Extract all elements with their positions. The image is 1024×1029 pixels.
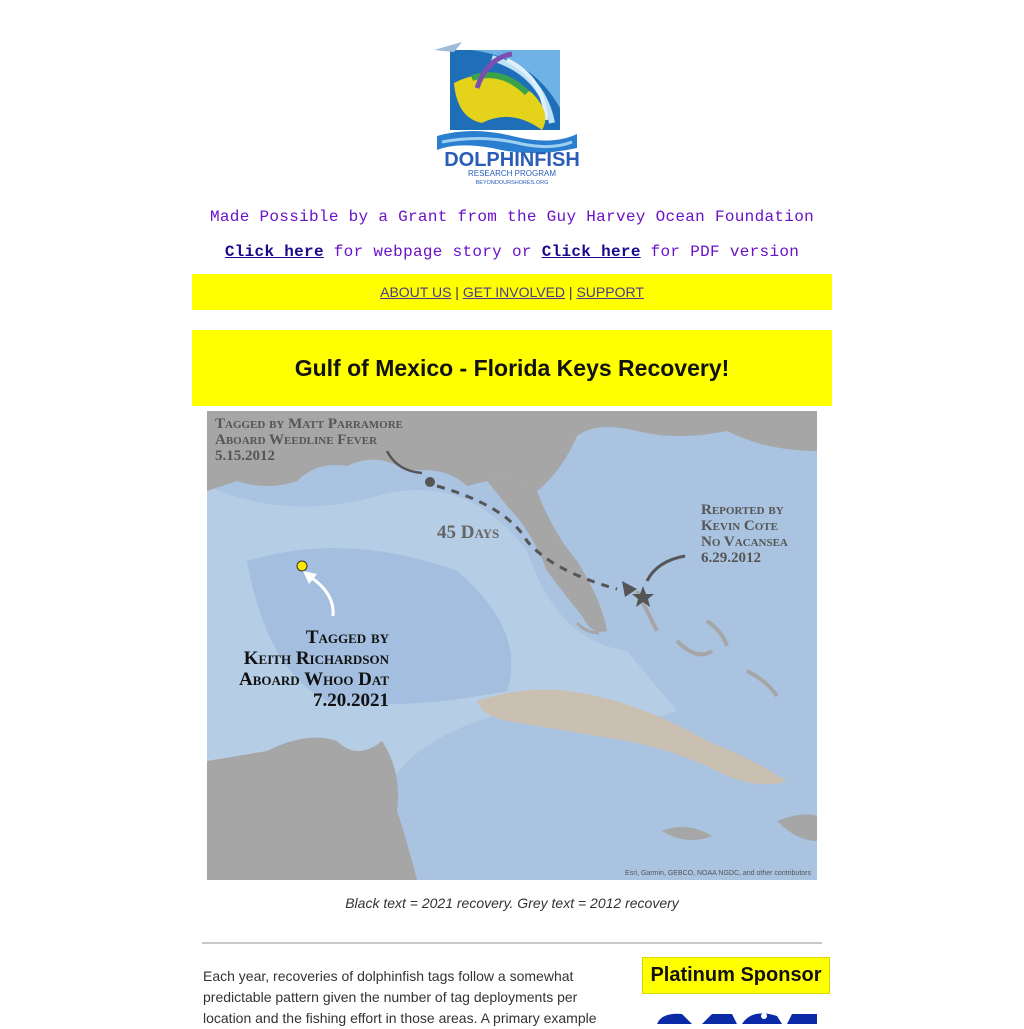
page-title: Gulf of Mexico - Florida Keys Recovery!: [192, 330, 832, 406]
tag-2012-line3: 5.15.2012: [215, 448, 275, 464]
webpage-story-link[interactable]: Click here: [224, 243, 324, 261]
tag-2012-line1: Tagged by Matt Parramore: [215, 416, 403, 432]
reported-line4: 6.29.2012: [701, 550, 761, 566]
nav-about-us[interactable]: ABOUT US: [380, 284, 452, 300]
recovery-map: [207, 411, 817, 880]
reported-line2: Kevin Cote: [701, 518, 778, 534]
tag-2021-line3: Aboard Whoo Dat: [239, 669, 389, 690]
divider: [202, 942, 822, 944]
links-end-text: for PDF version: [640, 243, 800, 261]
svg-text:DOLPHINFISH: DOLPHINFISH: [444, 149, 580, 171]
tag-2021-marker: [297, 561, 307, 571]
tag-2012-marker: [425, 477, 435, 487]
svg-text:RESEARCH PROGRAM: RESEARCH PROGRAM: [467, 169, 557, 178]
land-yucatan: [207, 738, 417, 880]
pdf-version-link[interactable]: Click here: [541, 243, 641, 261]
sponsor-heading: Platinum Sponsor: [642, 957, 830, 994]
sponsor-logo[interactable]: [652, 1004, 822, 1024]
tag-2012-line2: Aboard Weedline Fever: [215, 432, 378, 448]
nav-support[interactable]: SUPPORT: [576, 284, 644, 300]
nav-bar: [192, 274, 832, 310]
nav-separator: |: [451, 284, 463, 300]
map-attribution: Esri, Garmin, GEBCO, NOAA NGDC, and other contributors: [625, 870, 811, 877]
tag-2021-line4: 7.20.2021: [313, 690, 389, 711]
map-caption: Black text = 2021 recovery. Grey text = 2012 recovery: [345, 895, 679, 911]
svg-text:BEYONDOURSHORES.ORG: BEYONDOURSHORES.ORG: [475, 180, 549, 186]
reported-line1: Reported by: [701, 502, 784, 518]
tag-2021-line1: Tagged by: [305, 627, 389, 648]
grant-text: Made Possible by a Grant from the Guy Harvey Ocean Foundation: [210, 208, 814, 226]
nav-get-involved[interactable]: GET INVOLVED: [462, 284, 566, 300]
links-mid-text: for webpage story or: [323, 243, 542, 261]
reported-line3: No Vacansea: [701, 534, 788, 550]
dolphinfish-research-program-logo: [432, 38, 592, 186]
days-label: 45 Days: [437, 522, 500, 543]
story-links: [0, 243, 1024, 261]
tag-2021-line2: Keith Richardson: [243, 648, 389, 669]
article-paragraph: Each year, recoveries of dolphinfish tags follow a somewhat predictable pattern given the number of tag deployments per location and the fishing effort in those areas. A primary example: [203, 968, 597, 1026]
nav-separator: |: [565, 284, 577, 300]
